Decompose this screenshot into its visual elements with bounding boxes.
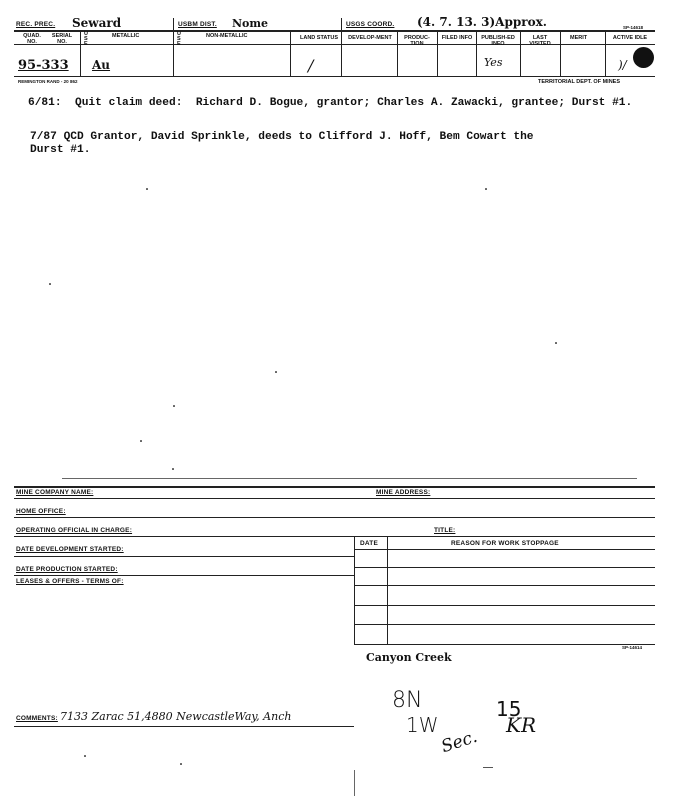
col-nonmetallic: NON-METALLIC — [206, 33, 248, 39]
operating-official-label: OPERATING OFFICIAL IN CHARGE: — [16, 527, 133, 534]
printer-code: 862 — [70, 79, 78, 84]
township-value: 8N — [392, 688, 423, 713]
stoppage-rule — [354, 585, 655, 586]
printer-mark: REMINGTON RAND - 20 — [18, 79, 69, 84]
header-divider — [397, 30, 398, 76]
col-active-idle: ACTIVE IDLE — [612, 35, 648, 41]
col-metallic: METALLIC — [112, 33, 140, 39]
scan-speck — [180, 763, 182, 765]
stoppage-rule — [354, 549, 655, 550]
fold-line — [62, 478, 637, 479]
territorial-dept-label: TERRITORIAL DEPT. OF MINES — [538, 79, 620, 85]
back-rule — [14, 498, 655, 499]
header-rule-mid — [14, 44, 655, 45]
leases-label: LEASES & OFFERS - TERMS OF: — [16, 578, 124, 585]
header-divider — [560, 30, 561, 76]
note-line-2a: 7/87 QCD Grantor, David Sprinkle, deeds to Clifford J. Hoff, Bem Cowart the — [30, 131, 534, 143]
back-rule-top — [14, 486, 655, 488]
active-idle-check-icon: )/ — [618, 58, 627, 72]
col-published-info: PUBLISH-ED INFO — [481, 35, 515, 47]
header-divider — [520, 30, 521, 76]
home-office-label: HOME OFFICE: — [16, 508, 66, 515]
land-status-value: / — [308, 56, 314, 75]
scan-speck — [173, 405, 175, 407]
header-divider — [173, 18, 174, 76]
header-rule-bottom — [14, 76, 655, 77]
col-use-metallic: U S E — [84, 31, 88, 47]
usgs-coord-value: (4. 7. 13. 3)Approx. — [417, 15, 547, 29]
date-header: DATE — [360, 540, 379, 547]
production-started-label: DATE PRODUCTION STARTED: — [16, 566, 118, 573]
back-rule — [14, 536, 655, 537]
col-production: PRODUC-TION — [404, 35, 430, 47]
col-land-status: LAND STATUS — [300, 35, 338, 41]
quad-serial-value: 95-333 — [18, 58, 69, 73]
scan-speck — [555, 342, 557, 344]
header-divider — [476, 30, 477, 76]
col-last-visited: LAST VISITED — [529, 35, 551, 47]
header-divider — [80, 30, 81, 76]
stoppage-rule — [354, 624, 655, 625]
development-started-label: DATE DEVELOPMENT STARTED: — [16, 546, 124, 553]
range-value: 1W — [406, 713, 439, 737]
back-rule — [14, 575, 354, 576]
scan-speck — [84, 755, 86, 757]
scan-speck — [172, 468, 174, 470]
header-divider — [341, 18, 342, 76]
metallic-value: Au — [92, 58, 111, 72]
scan-speck — [140, 440, 142, 442]
stoppage-table-divider — [387, 536, 388, 644]
mine-address-label: MINE ADDRESS: — [376, 489, 431, 496]
meridian-value: KR — [506, 713, 536, 737]
usbm-dist-value: Nome — [232, 17, 269, 30]
scan-speck — [485, 188, 487, 190]
bottom-edge-mark — [354, 770, 355, 796]
col-development: DEVELOP-MENT — [348, 35, 392, 41]
active-idle-marker — [633, 47, 654, 68]
comments-label: COMMENTS: — [16, 715, 58, 722]
back-rule — [14, 517, 655, 518]
pen-mark — [483, 767, 493, 768]
usgs-coord-label: USGS COORD. — [346, 21, 395, 28]
reason-header: REASON FOR WORK STOPPAGE — [451, 540, 559, 547]
stoppage-table-border — [354, 536, 355, 644]
section-label: Sec. — [438, 726, 480, 758]
comments-value: 7133 Zarac 51,4880 NewcastleWay, Anch — [60, 710, 292, 723]
section-value: 15 — [496, 697, 522, 721]
col-use-nonmetallic: U S E — [177, 31, 181, 47]
header-divider — [605, 30, 606, 76]
usbm-dist-label: USBM DIST. — [178, 21, 217, 28]
scan-speck — [146, 188, 148, 190]
note-line-1: 6/81: Quit claim deed: Richard D. Bogue, grantor; Charles A. Zawacki, grantee; Durst #1. — [28, 97, 633, 109]
stoppage-rule — [354, 644, 655, 645]
published-info-value: Yes — [484, 56, 503, 69]
col-filed-info: FILED INFO — [441, 35, 473, 41]
note-line-2b: Durst #1. — [30, 144, 91, 156]
col-serial-no: SERIAL NO. — [51, 33, 73, 45]
title-label: TITLE: — [434, 527, 456, 534]
back-rule — [14, 556, 354, 557]
stoppage-rule — [354, 605, 655, 606]
scan-speck — [49, 283, 51, 285]
col-merit: MERIT — [570, 35, 588, 41]
location-value: Canyon Creek — [366, 651, 452, 664]
header-divider — [290, 30, 291, 76]
rec-prec-label: REC. PREC. — [16, 21, 56, 28]
form-number: SP-14618 — [623, 25, 644, 30]
header-rule-top — [14, 30, 655, 32]
back-form-number: SP-14614 — [622, 645, 643, 650]
scan-speck — [275, 371, 277, 373]
stoppage-rule — [354, 567, 655, 568]
col-quad-no: QUAD. NO. — [23, 33, 41, 45]
comments-rule — [14, 726, 354, 727]
rec-prec-value: Seward — [72, 16, 122, 30]
mine-company-name-label: MINE COMPANY NAME: — [16, 489, 94, 496]
header-divider — [437, 30, 438, 76]
